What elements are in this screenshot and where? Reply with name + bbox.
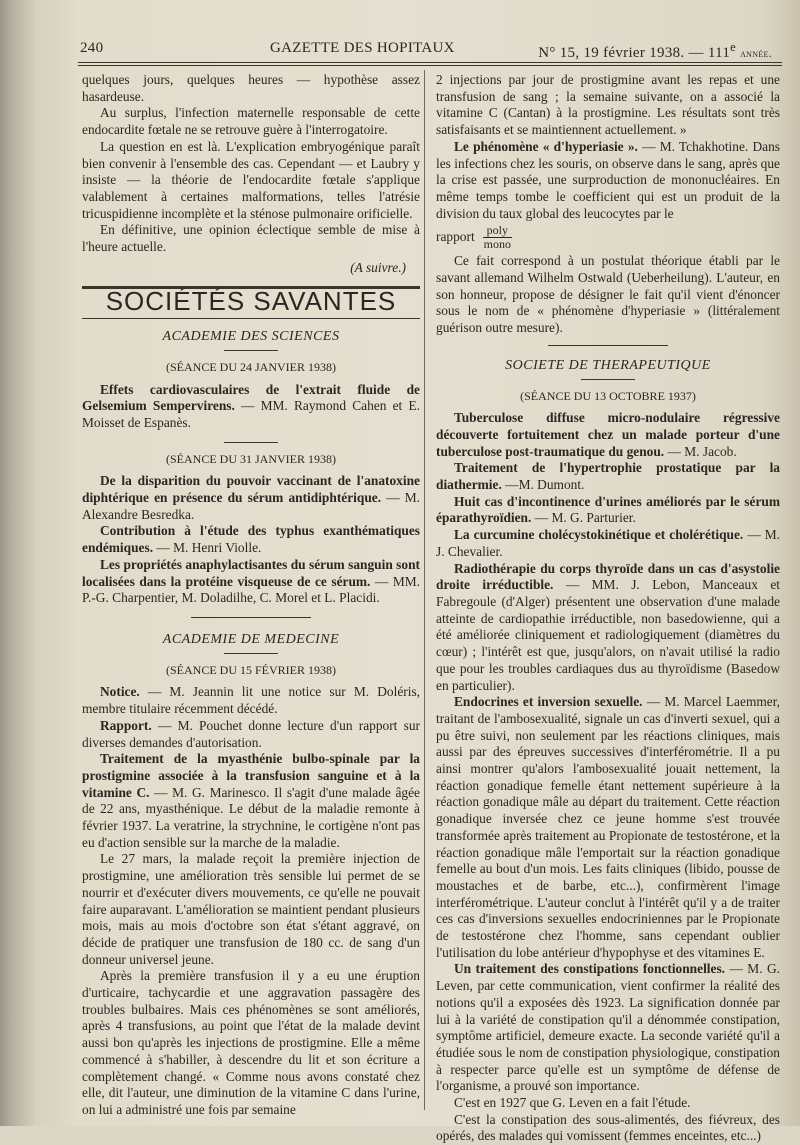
item: Le phénomène « d'hyperiasie ». — M. Tchakhotine. Dans les infections chez les souris, on observe dans le sang, après que la crise est passée, une surproduction de mononucléaires. En même temps tombe le coefficient qui est un produit de la division du taux global des leucocytes par le xyxy=(436,138,780,221)
paragraph: La question en est là. L'explication embryogénique paraît bien convenir à l'ensemble des cas. Cependant — et Laubry y insiste — la théorie de l'endocardite fœtale s'applique valablement à certaines malformations, telles l'atrésie tricuspidienne incomplète et la sténose pulmonaire orificielle. xyxy=(82,138,420,221)
short-rule xyxy=(548,345,668,346)
left-column xyxy=(82,72,420,1119)
fraction-formula: rapport $\frac{\text{poly}}{\text{mono}}$ xyxy=(436,223,512,252)
paragraph: C'est en 1927 que G. Leven en a fait l'étude. xyxy=(454,1095,691,1111)
society-heading: SOCIETE DE THERAPEUTIQUE xyxy=(505,357,711,373)
paragraph: En définitive, une opinion éclectique semble de mise à l'heure actuelle. xyxy=(82,222,420,255)
short-rule xyxy=(224,653,278,654)
paragraph: Au surplus, l'infection maternelle responsable de cette endocardite fœtale ne se retrouve guère à l'interrogatoire. xyxy=(82,105,420,138)
item: La curcumine cholécystokinétique et cholérétique. — M. J. Chevalier. xyxy=(436,527,781,559)
item: Notice. — M. Jeannin lit une notice sur M. Doléris, membre titulaire récemment décédé. xyxy=(82,684,420,717)
session-date: (SÉANCE DU 13 OCTOBRE 1937) xyxy=(520,388,696,403)
item: Traitement de la myasthénie bulbo-spinale par la prostigmine associée à la transfusion sanguine et à la vitamine C. — M. G. Marinesco. Il s'agit d'une malade âgée de 22 ans, myasthénique. Le début de la maladie remonte à février 1937. La veratrine, la strychnine, le cortigène n'ont pas eu d'action sensible sur la marche de la maladie. xyxy=(82,751,421,850)
header-rule-2 xyxy=(78,65,782,66)
binding-spine xyxy=(0,0,34,1126)
section-title: SOCIÉTÉS SAVANTES xyxy=(105,286,397,317)
running-header xyxy=(80,40,780,62)
section-rule xyxy=(82,318,420,319)
item: Traitement de l'hypertrophie prostatique par la diathermie. —M. Dumont. xyxy=(436,460,780,493)
issue-info: N° 15, 19 février 1938. — 111e année. xyxy=(538,40,772,61)
header-rule xyxy=(78,62,782,63)
academy-heading: ACADEMIE DE MEDECINE xyxy=(162,631,340,647)
right-column xyxy=(436,72,780,1145)
item: Un traitement des constipations fonctionnelles. — M. G. Leven, par cette communication, vient confirmer la réalité des notions qu'il a exposées dès 1923. La signification donnée par lui à la variété de constipation qu'il a dénommée constipation, symptôme artificiel, demeure exacte. La seconde variété qu'il a étudiée sous le nom de constipation physiologique, constipation à respecter parce qu'elle est un symptôme de défense de l'organisme, a prouvé son importance. xyxy=(436,961,780,1094)
item: Contribution à l'étude des typhus exanthématiques endémiques. — M. Henri Violle. xyxy=(82,523,420,556)
paragraph: Après la première transfusion il y a eu une éruption d'urticaire, tachycardie et une aggravation passagère des troubles bulbaires. Mais ces phénomènes se sont améliorés, après 4 transfusions, au point que l'état de la malade devint aussi bon qu'après les injections de prostigmine. Elle a même commencé à s'habiller, à descendre du lit et son écriture a complètement changé. « Comme nous avons constaté chez elle, dit l'auteur, une diminution de la vitamine C dans l'urine, on lui a administré une fois par semaine xyxy=(82,968,420,1117)
paragraph: Le 27 mars, la malade reçoit la première injection de prostigmine, une amélioration très sensible lui permet de se nourrir et d'exécuter divers mouvements, ce qu'elle ne pouvait faire auparavant. L'amélioration se maintient pendant plusieurs mois, mais au mois d'octobre son état s'étant aggravé, on décide de pratiquer une transfusion de 180 cc. de sang d'un donneur universel jeune. xyxy=(82,851,420,967)
academy-heading: ACADEMIE DES SCIENCES xyxy=(162,329,340,345)
item: Effets cardiovasculaires de l'extrait fluide de Gelsemium Sempervirens. — MM. Raymond Cahen et E. Moisset de Espanès. xyxy=(82,381,420,430)
item: Rapport. — M. Pouchet donne lecture d'un rapport sur diverses demandes d'autorisation. xyxy=(82,717,420,750)
item: Tuberculose diffuse micro-nodulaire régressive découverte fortuitement chez un malade porteur d'une tuberculose post-traumatique du genou. — M. Jacob. xyxy=(436,410,780,459)
item: De la disparition du pouvoir vaccinant de l'anatoxine diphtérique en présence du sérum antidiphtérique. — M. Alexandre Besredka. xyxy=(82,473,420,522)
column-divider xyxy=(424,70,425,1110)
item: Huit cas d'incontinence d'urines améliorés par le sérum éparathyroïdien. — M. G. Parturier. xyxy=(436,493,780,526)
short-rule xyxy=(191,617,311,618)
item: Radiothérapie du corps thyroïde dans un cas d'asystolie droite irréductible. — MM. J. Lebon, Manceaux et Fabregoule (d'Alger) présentent une observation d'une malade atteinte de cardiopathie irréductible, non basedowienne, qui a été améliorée cliniquement et radiologiquement (diamètres du cœur) ; l'intérêt est que, jusqu'alors, on n'avait utilisé la radio que pour les troubles cardiaques dus au thyroïdisme (Basedow en particulier). xyxy=(436,560,781,693)
session-date: (SÉANCE DU 15 FÉVRIER 1938) xyxy=(166,662,336,677)
short-rule xyxy=(581,379,635,380)
page-number: 240 xyxy=(80,40,104,56)
item: Les propriétés anaphylactisantes du sérum sanguin sont localisées dans la protéine visqueuse de ce sérum. — MM. P.-G. Charpentier, M. Doladilhe, C. Morel et L. Placidi. xyxy=(82,556,420,606)
to-be-continued: (A suivre.) xyxy=(350,259,406,275)
short-rule xyxy=(224,350,278,351)
session-date: (SÉANCE DU 24 JANVIER 1938) xyxy=(166,359,336,374)
paragraph: Ce fait correspond à un postulat théorique établi par le savant allemand Wilhelm Ostwald (Ueberheilung). L'auteur, en son honneur, propose de désigner le fait qu'il vient d'énoncer sous le nom de « phénomène d'hyperiasie » (littéralement guérison outre mesure). xyxy=(436,253,780,336)
paragraph: C'est la constipation des sous-alimentés, des fiévreux, des opérés, des malades qui vomissent (femmes enceintes, etc...) xyxy=(436,1111,780,1144)
short-rule xyxy=(224,442,278,443)
session-date: (SÉANCE DU 31 JANVIER 1938) xyxy=(166,451,336,466)
item: Endocrines et inversion sexuelle. — M. Marcel Laemmer, traitant de l'ambosexualité, signale un cas d'inverti sexuel, qui a pu être suivi, non seulement par les réactions cliniques, mais aussi par des épreuves successives d'interférométrie. Il a pu ainsi montrer qu'alors l'ambosexualité jouait nettement, la réaction gonadique femelle étant nettement supérieure à la réaction gonadique mâle au départ du traitement. Cette réaction gonadique inversée chez ce jeune homme s'est trouvée transformée après traitement au Propionate de testostérone, et la réaction gonadique mâle l'emportait sur la réaction gonadique femelle au bout d'un mois. Les faits cliniques (libido, pousse de moustaches et de barbe, etc...), confirmèrent l'image interférométrique. L'auteur conclut à l'intérêt qu'il y a de traiter ces cas d'inversions sexuelles endocriniennes par le Propionate de testostérone chez l'homme, sans cependant oublier l'utilisation du lobe antérieur d'hypophyse et des vitamines E. xyxy=(436,694,780,960)
paragraph: quelques jours, quelques heures — hypothèse assez hasardeuse. xyxy=(82,72,420,104)
paragraph: 2 injections par jour de prostigmine avant les repas et une transfusion de sang ; la semaine suivante, on a associé la vitamine C (Cantan) à la prostigmine. Les résultats sont très satisfaisants et se maintiennent actuellement. » xyxy=(436,72,780,138)
journal-title: GAZETTE DES HOPITAUX xyxy=(270,40,455,56)
